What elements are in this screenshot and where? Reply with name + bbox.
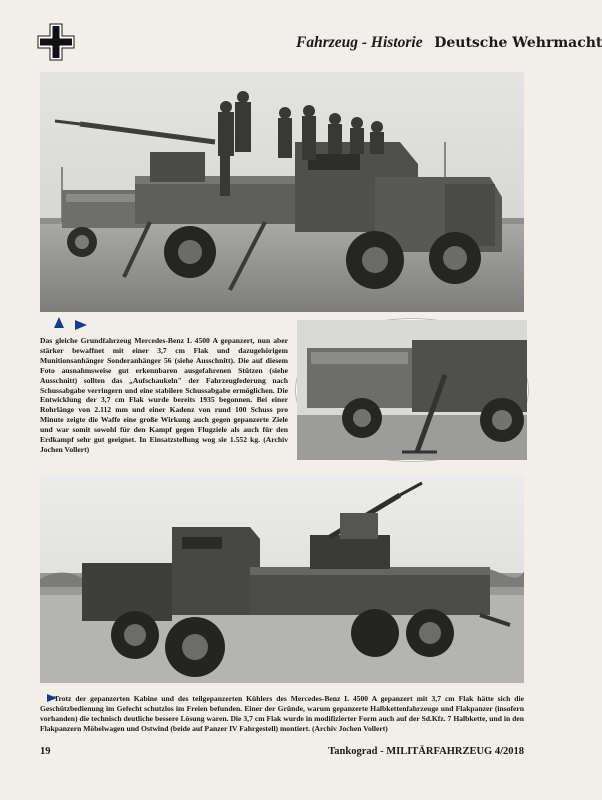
caption-bottom: Trotz der gepanzerten Kabine und des teilgepanzerten Kühlers des Mercedes-Benz L 4500 A gepanzert mit 3,7 cm Flak hätte sich die Geschützbedienung im Gefecht schutzlos im Freien befunden. Einer der Gründe, warum gepanzerte Halbkettenfahrzeuge und Flakpanzer (insofern vorhanden) die technisch deutliche bessere Lösung waren. Die 3,7 cm Flak wurde in modifizierter Form auch auf der Sd.Kfz. 7 Halbkette, und in den Flakpanzern Möbelwagen und Ostwind (beide auf Panzer IV Fahrgestell) montiert. (Archiv Jochen Vollert)	[40, 694, 524, 733]
publication-footer: Tankograd - MILITÄRFAHRZEUG 4/2018	[328, 746, 524, 757]
page-number: 19	[40, 746, 51, 757]
caption-arrow-up-icon	[54, 317, 64, 328]
photo-truck-with-flak-gun	[40, 475, 524, 683]
header-section-label: Fahrzeug - Historie	[296, 34, 423, 51]
page-header-title	[296, 34, 602, 52]
balkenkreuz-icon	[38, 24, 74, 60]
caption-arrow-right-icon	[75, 320, 87, 330]
header-series-label: Deutsche Wehrmacht	[434, 35, 602, 51]
photo-armored-truck-with-soldiers	[40, 72, 524, 312]
caption-top: Das gleiche Grundfahrzeug Mercedes-Benz L 4500 A gepanzert, nun aber stärker bewaffnet mit einer 3,7 cm Flak und dazugehörigem Munitionsanhänger Sonderanhänger 56 (siehe Ausschnitt). Die auf diesem Foto ausnahmsweise gut erkennbaren ausgefahrenen Stützen (siehe Ausschnitt) sollten das „Aufschaukeln" der Fahrzeugfederung nach Schussabgabe verringern und eine stabilere Schussabgabe ermöglichen. Die Entwicklung der 3,7 cm Flak wurde bereits 1935 begonnen. Bei einer Rohrlänge von 2.112 mm und einer Kadenz von rund 100 Schuss pro Minute zeigte die Waffe eine große Wirkung auch gegen gepanzerte Ziele und war somit sowohl für den Kampf gegen Flugziele als auch für den Erdkampf sehr gut geeignet. In Einsatzstellung wog sie 1.552 kg. (Archiv Jochen Vollert)	[40, 336, 288, 454]
photo-detail-outrigger-support-oval	[296, 319, 528, 461]
